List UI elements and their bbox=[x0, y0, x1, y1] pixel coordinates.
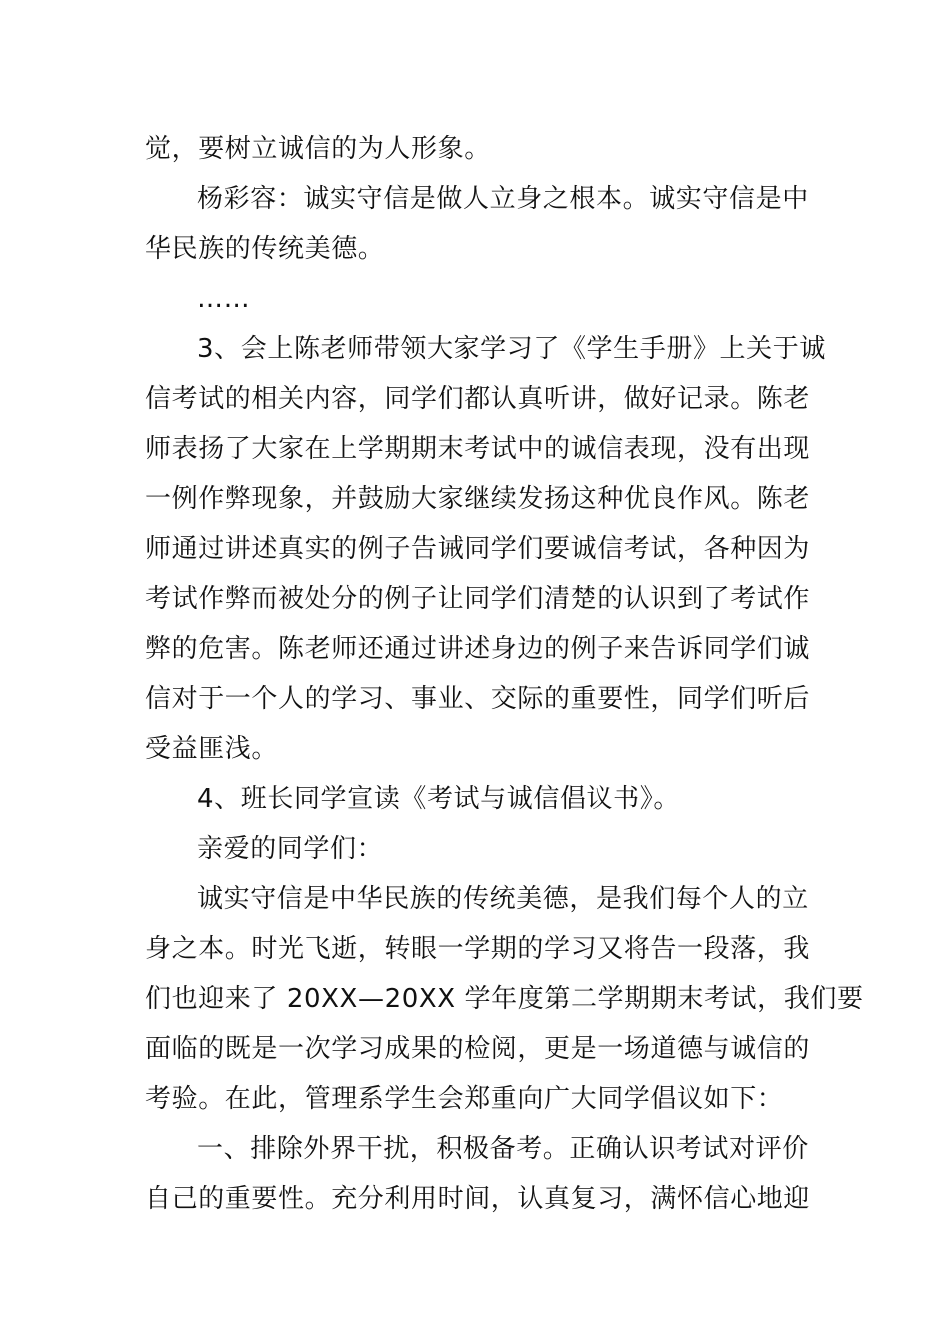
text-line: 觉，要树立诚信的为人形象。 bbox=[145, 134, 491, 164]
text-line: 师表扬了大家在上学期期末考试中的诚信表现，没有出现 bbox=[145, 434, 811, 464]
text-line: 们也迎来了 20XX—20XX 学年度第二学期期末考试，我们要 bbox=[145, 984, 864, 1014]
text-line: 弊的危害。陈老师还通过讲述身边的例子来告诉同学们诚 bbox=[145, 634, 811, 664]
text-line: …… bbox=[197, 284, 251, 314]
text-line: 诚实守信是中华民族的传统美德，是我们每个人的立 bbox=[197, 884, 809, 914]
text-line: 身之本。时光飞逝，转眼一学期的学习又将告一段落，我 bbox=[145, 934, 811, 964]
text-line: 面临的既是一次学习成果的检阅，更是一场道德与诚信的 bbox=[145, 1034, 811, 1064]
text-line: 考试作弊而被处分的例子让同学们清楚的认识到了考试作 bbox=[145, 584, 811, 614]
document-body bbox=[145, 124, 864, 1224]
text-line: 杨彩容：诚实守信是做人立身之根本。诚实守信是中 bbox=[197, 184, 809, 214]
text-line: 受益匪浅。 bbox=[145, 734, 279, 764]
text-line: 华民族的传统美德。 bbox=[145, 234, 385, 264]
text-line: 考验。在此，管理系学生会郑重向广大同学倡议如下： bbox=[145, 1084, 784, 1114]
text-line: 亲爱的同学们： bbox=[197, 834, 384, 864]
text-line: 3、会上陈老师带领大家学习了《学生手册》上关于诚 bbox=[197, 334, 826, 364]
text-line: 4、班长同学宣读《考试与诚信倡议书》。 bbox=[197, 784, 680, 814]
text-line: 自己的重要性。充分利用时间，认真复习，满怀信心地迎 bbox=[145, 1184, 811, 1214]
text-line: 一、排除外界干扰，积极备考。正确认识考试对评价 bbox=[197, 1134, 809, 1164]
text-line: 信考试的相关内容，同学们都认真听讲，做好记录。陈老 bbox=[145, 384, 811, 414]
text-line: 师通过讲述真实的例子告诫同学们要诚信考试，各种因为 bbox=[145, 534, 811, 564]
text-line: 一例作弊现象，并鼓励大家继续发扬这种优良作风。陈老 bbox=[145, 484, 811, 514]
text-line: 信对于一个人的学习、事业、交际的重要性，同学们听后 bbox=[145, 684, 811, 714]
